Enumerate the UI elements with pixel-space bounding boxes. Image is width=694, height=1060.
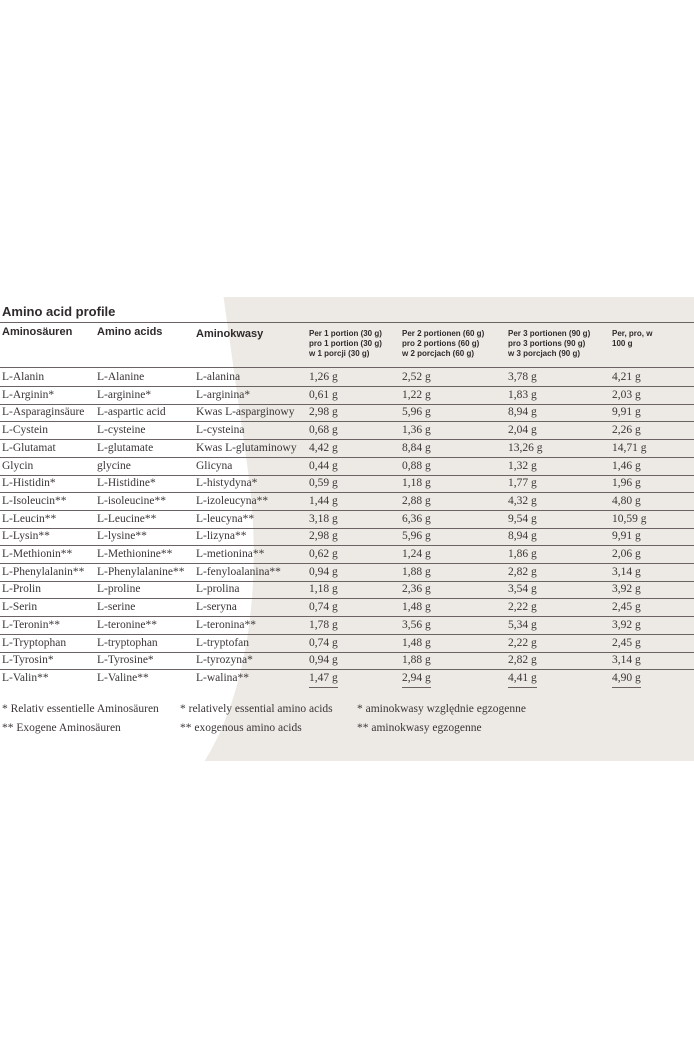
header-per-2-line1: Per 2 portionen (60 g) [402, 329, 485, 338]
footnote-pl-1: * aminokwasy względnie egzogenne [357, 703, 526, 715]
cell-per-1 [309, 423, 338, 440]
cell-en [97, 423, 146, 438]
table-row [0, 653, 694, 671]
cell-per-100g [612, 565, 641, 582]
cell-pl [196, 441, 297, 456]
cell-en-value: L-Alanine [97, 371, 145, 383]
cell-pl-value: L-leucyna** [196, 512, 255, 525]
cell-en [97, 476, 156, 491]
cell-per-100g [612, 423, 641, 440]
table-row [0, 547, 694, 565]
cell-en-value: L-proline [97, 583, 141, 596]
cell-en-value: glycine [97, 459, 131, 472]
cell-en [97, 388, 151, 403]
header-de: Aminosäuren [2, 326, 73, 338]
cell-de-value: Glycin [2, 459, 34, 472]
cell-per-1-value: 1,47 g [309, 671, 338, 688]
cell-de [2, 405, 84, 420]
cell-per-2-value: 1,18 g [402, 476, 431, 493]
cell-per-3 [508, 582, 537, 599]
cell-per-100g [612, 441, 647, 458]
cell-per-100g-value: 10,59 g [612, 512, 647, 529]
cell-per-1 [309, 636, 338, 653]
header-per-3-line2: pro 3 portions (90 g) [508, 339, 586, 348]
cell-pl [196, 636, 249, 651]
cell-per-3-value: 2,04 g [508, 423, 537, 440]
cell-en-value: L-cysteine [97, 424, 146, 437]
cell-per-2-value: 1,88 g [402, 653, 431, 670]
cell-pl [196, 459, 232, 474]
table-row [0, 618, 694, 636]
table-row [0, 600, 694, 618]
cell-per-100g-value: 2,06 g [612, 547, 641, 564]
cell-per-1-value: 0,61 g [309, 388, 338, 405]
cell-per-1 [309, 582, 338, 599]
table-row [0, 529, 694, 547]
cell-de-value: L-Tryptophan [2, 636, 67, 649]
cell-de-value: L-Asparaginsäure [2, 406, 85, 419]
cell-per-100g-value: 3,92 g [612, 618, 641, 635]
cell-de [2, 547, 72, 562]
cell-per-1-value: 0,94 g [309, 565, 338, 582]
cell-per-3-value: 5,34 g [508, 618, 537, 635]
cell-per-3 [508, 441, 543, 458]
cell-per-1 [309, 653, 338, 670]
cell-de [2, 370, 44, 385]
table-row [0, 565, 694, 583]
cell-pl [196, 565, 281, 580]
cell-per-3-value: 3,78 g [508, 370, 537, 387]
cell-pl-value: L-cysteina [196, 424, 245, 437]
cell-per-1-value: 1,18 g [309, 582, 338, 599]
header-per-1-portion [309, 329, 382, 359]
cell-per-2 [402, 636, 431, 653]
cell-per-2 [402, 618, 431, 635]
header-per-2-line2: pro 2 portions (60 g) [402, 339, 480, 348]
amino-acid-panel [0, 297, 694, 761]
cell-per-100g [612, 618, 641, 635]
table-row [0, 476, 694, 494]
cell-en-value: L-Valine** [97, 671, 149, 684]
cell-en [97, 494, 166, 509]
cell-per-2-value: 1,36 g [402, 423, 431, 440]
cell-per-100g-value: 4,90 g [612, 671, 641, 688]
cell-pl-value: L-teronina** [196, 618, 257, 631]
cell-en-value: L-lysine** [97, 530, 147, 543]
cell-per-2-value: 2,52 g [402, 370, 431, 387]
cell-de-value: L-Leucin** [2, 512, 57, 525]
header-per-3-portions [508, 329, 590, 359]
table-row [0, 423, 694, 441]
cell-per-2-value: 8,84 g [402, 441, 431, 458]
cell-en [97, 441, 153, 456]
cell-pl [196, 512, 254, 527]
cell-per-3 [508, 370, 537, 387]
cell-per-2-value: 1,48 g [402, 636, 431, 653]
cell-per-1 [309, 494, 338, 511]
cell-per-3 [508, 671, 537, 688]
cell-de [2, 476, 56, 491]
cell-per-100g-value: 1,96 g [612, 476, 641, 493]
cell-per-3 [508, 405, 537, 422]
cell-per-100g [612, 653, 641, 670]
cell-de [2, 441, 56, 456]
cell-per-100g [612, 459, 641, 476]
cell-pl [196, 494, 268, 509]
cell-per-1 [309, 441, 338, 458]
cell-per-3-value: 4,41 g [508, 671, 537, 688]
cell-per-3 [508, 494, 537, 511]
cell-per-100g-value: 2,26 g [612, 423, 641, 440]
cell-de [2, 653, 54, 668]
cell-per-2 [402, 388, 431, 405]
cell-per-100g-value: 9,91 g [612, 529, 641, 546]
table-row [0, 512, 694, 530]
header-per-3-line3: w 3 porcjach (90 g) [508, 349, 581, 358]
cell-en-value: L-Tyrosine* [97, 654, 154, 667]
cell-per-100g-value: 9,91 g [612, 405, 641, 422]
cell-per-3-value: 9,54 g [508, 512, 537, 529]
header-per-100g-line1: Per, pro, w [612, 329, 653, 338]
header-per-2-line3: w 2 porcjach (60 g) [402, 349, 475, 358]
cell-en [97, 529, 147, 544]
cell-en-value: L-arginine* [97, 388, 152, 401]
cell-per-1 [309, 459, 338, 476]
cell-en [97, 618, 157, 633]
cell-per-1-value: 0,94 g [309, 653, 338, 670]
cell-de-value: L-Histidin* [2, 477, 56, 490]
cell-pl [196, 582, 239, 597]
cell-de [2, 459, 33, 474]
cell-de-value: L-Isoleucin** [2, 494, 67, 507]
cell-en [97, 405, 166, 420]
cell-en [97, 636, 158, 651]
header-per-1-line2: pro 1 portion (30 g) [309, 339, 382, 348]
cell-per-100g-value: 4,80 g [612, 494, 641, 511]
header-per-1-line3: w 1 porcji (30 g) [309, 349, 370, 358]
footnote-pl-2: ** aminokwasy egzogenne [357, 722, 482, 734]
header-per-1-line1: Per 1 portion (30 g) [309, 329, 382, 338]
cell-en-value: L-glutamate [97, 441, 154, 454]
cell-per-3-value: 1,86 g [508, 547, 537, 564]
cell-pl-value: Kwas L-glutaminowy [196, 441, 297, 454]
cell-per-2 [402, 476, 431, 493]
cell-per-100g-value: 14,71 g [612, 441, 647, 458]
cell-per-3 [508, 476, 537, 493]
cell-per-2 [402, 512, 431, 529]
cell-pl-value: L-prolina [196, 583, 240, 596]
cell-per-3 [508, 529, 537, 546]
cell-per-2 [402, 547, 431, 564]
cell-de [2, 671, 49, 686]
cell-de [2, 618, 60, 633]
table-row [0, 459, 694, 477]
cell-pl-value: L-fenyloalanina** [196, 565, 281, 578]
cell-per-100g-value: 2,03 g [612, 388, 641, 405]
cell-pl-value: L-lizyna** [196, 530, 247, 543]
cell-per-1-value: 2,98 g [309, 405, 338, 422]
cell-per-3 [508, 600, 537, 617]
cell-en [97, 547, 172, 562]
cell-per-2 [402, 405, 431, 422]
cell-per-2 [402, 494, 431, 511]
cell-per-2-value: 1,22 g [402, 388, 431, 405]
cell-de-value: L-Cystein [2, 424, 48, 437]
cell-en [97, 512, 156, 527]
cell-pl [196, 388, 250, 403]
cell-per-2 [402, 653, 431, 670]
cell-en-value: L-isoleucine** [97, 494, 166, 507]
header-en: Amino acids [97, 326, 163, 338]
cell-pl-value: L-tyrozyna* [196, 654, 253, 667]
cell-de-value: L-Arginin* [2, 388, 55, 401]
cell-pl-value: L-seryna [196, 601, 237, 614]
cell-de [2, 565, 84, 580]
cell-per-100g [612, 388, 641, 405]
cell-per-100g [612, 370, 641, 387]
cell-pl-value: L-tryptofan [196, 636, 250, 649]
cell-per-100g-value: 3,14 g [612, 565, 641, 582]
cell-per-100g [612, 405, 641, 422]
footnote-en-2: ** exogenous amino acids [180, 722, 302, 734]
cell-en-value: L-teronine** [97, 618, 158, 631]
cell-per-2-value: 2,94 g [402, 671, 431, 688]
cell-en [97, 600, 135, 615]
cell-de-value: L-Glutamat [2, 441, 56, 454]
cell-per-100g-value: 3,14 g [612, 653, 641, 670]
cell-per-100g [612, 494, 641, 511]
cell-de [2, 600, 37, 615]
cell-en [97, 370, 144, 385]
cell-per-3-value: 8,94 g [508, 529, 537, 546]
cell-per-3-value: 1,83 g [508, 388, 537, 405]
cell-per-2 [402, 423, 431, 440]
cell-en-value: L-Methionine** [97, 548, 173, 560]
cell-per-2 [402, 671, 431, 688]
cell-de [2, 529, 50, 544]
cell-per-100g [612, 671, 641, 688]
footnote-de-1: * Relativ essentielle Aminosäuren [2, 703, 159, 715]
cell-de-value: L-Methionin** [2, 548, 73, 560]
amino-acid-table [0, 297, 694, 761]
cell-per-1 [309, 565, 338, 582]
cell-de-value: L-Tyrosin* [2, 654, 54, 667]
cell-per-100g [612, 636, 641, 653]
cell-per-3 [508, 512, 537, 529]
cell-per-1-value: 0,44 g [309, 459, 338, 476]
cell-pl [196, 671, 249, 686]
cell-per-3 [508, 565, 537, 582]
header-divider [0, 367, 694, 368]
cell-pl-value: L-arginina* [196, 388, 251, 401]
cell-de-value: L-Valin** [2, 671, 49, 684]
cell-pl [196, 529, 246, 544]
cell-en [97, 671, 149, 686]
cell-per-1 [309, 547, 338, 564]
footnote-de-2: ** Exogene Aminosäuren [2, 722, 121, 734]
cell-pl-value: L-izoleucyna** [196, 494, 269, 507]
cell-de-value: L-Lysin** [2, 530, 50, 543]
table-row [0, 405, 694, 423]
cell-per-2-value: 5,96 g [402, 405, 431, 422]
cell-pl-value: L-alanina [196, 371, 241, 383]
cell-per-2 [402, 565, 431, 582]
cell-de-value: L-Teronin** [2, 618, 60, 631]
cell-per-100g [612, 582, 641, 599]
cell-per-100g [612, 476, 641, 493]
cell-pl [196, 405, 294, 420]
cell-pl [196, 618, 256, 633]
cell-en [97, 582, 140, 597]
cell-per-2 [402, 529, 431, 546]
cell-per-1-value: 4,42 g [309, 441, 338, 458]
cell-per-3 [508, 547, 537, 564]
cell-per-1-value: 0,59 g [309, 476, 338, 493]
cell-de-value: L-Alanin [2, 371, 45, 383]
cell-en-value: L-aspartic acid [97, 406, 166, 419]
cell-de-value: L-Prolin [2, 583, 41, 596]
table-row [0, 388, 694, 406]
cell-de [2, 423, 48, 438]
cell-de [2, 582, 41, 597]
footnote-en-1: * relatively essential amino acids [180, 703, 333, 715]
cell-per-3-value: 2,82 g [508, 653, 537, 670]
cell-pl [196, 547, 264, 562]
header-per-100g-line2: 100 g [612, 339, 633, 348]
cell-per-3-value: 2,22 g [508, 636, 537, 653]
cell-per-2-value: 2,88 g [402, 494, 431, 511]
table-row [0, 582, 694, 600]
cell-per-3-value: 2,22 g [508, 600, 537, 617]
cell-per-3 [508, 618, 537, 635]
cell-per-1 [309, 388, 338, 405]
cell-per-3-value: 4,32 g [508, 494, 537, 511]
cell-pl-value: Kwas L-asparginowy [196, 406, 295, 419]
cell-per-2-value: 3,56 g [402, 618, 431, 635]
header-pl: Aminokwasy [196, 328, 264, 340]
cell-per-100g [612, 600, 641, 617]
cell-per-1-value: 3,18 g [309, 512, 338, 529]
cell-per-2-value: 5,96 g [402, 529, 431, 546]
cell-per-3-value: 3,54 g [508, 582, 537, 599]
cell-en [97, 459, 131, 474]
cell-per-1-value: 1,78 g [309, 618, 338, 635]
cell-per-100g-value: 3,92 g [612, 582, 641, 599]
cell-de [2, 512, 56, 527]
cell-en-value: L-Leucine** [97, 512, 157, 525]
cell-per-1-value: 1,44 g [309, 494, 338, 511]
cell-per-3 [508, 423, 537, 440]
cell-per-1-value: 2,98 g [309, 529, 338, 546]
table-row [0, 671, 694, 689]
cell-pl-value: L-walina** [196, 671, 250, 684]
table-row [0, 636, 694, 654]
cell-per-1 [309, 618, 338, 635]
cell-per-1 [309, 370, 338, 387]
cell-de-value: L-Serin [2, 601, 38, 614]
cell-per-1 [309, 512, 338, 529]
cell-per-2 [402, 600, 431, 617]
cell-per-1-value: 0,74 g [309, 636, 338, 653]
cell-per-100g-value: 1,46 g [612, 459, 641, 476]
cell-pl [196, 476, 257, 491]
cell-pl [196, 600, 237, 615]
cell-per-100g-value: 2,45 g [612, 600, 641, 617]
cell-per-3 [508, 459, 537, 476]
cell-en-value: L-Histidine* [97, 477, 156, 490]
table-title: Amino acid profile [2, 304, 116, 319]
cell-pl-value: L-histydyna* [196, 477, 258, 490]
cell-pl [196, 653, 253, 668]
cell-per-2-value: 0,88 g [402, 459, 431, 476]
cell-per-1 [309, 529, 338, 546]
cell-per-3-value: 13,26 g [508, 441, 543, 458]
cell-per-1 [309, 476, 338, 493]
cell-per-3-value: 2,82 g [508, 565, 537, 582]
cell-pl-value: L-metionina** [196, 548, 265, 560]
cell-per-1 [309, 671, 338, 688]
cell-per-1 [309, 405, 338, 422]
cell-per-2-value: 1,88 g [402, 565, 431, 582]
cell-per-100g-value: 2,45 g [612, 636, 641, 653]
cell-per-1-value: 0,68 g [309, 423, 338, 440]
cell-per-100g [612, 529, 641, 546]
cell-en-value: L-serine [97, 601, 136, 614]
cell-per-2 [402, 441, 431, 458]
cell-en [97, 565, 185, 580]
cell-de [2, 388, 54, 403]
cell-de [2, 636, 66, 651]
cell-per-2-value: 2,36 g [402, 582, 431, 599]
cell-per-3-value: 1,77 g [508, 476, 537, 493]
cell-per-1-value: 0,62 g [309, 547, 338, 564]
cell-per-2 [402, 459, 431, 476]
cell-per-2-value: 1,24 g [402, 547, 431, 564]
cell-per-100g [612, 512, 647, 529]
cell-per-2 [402, 370, 431, 387]
cell-per-2-value: 1,48 g [402, 600, 431, 617]
cell-per-100g [612, 547, 641, 564]
cell-per-3 [508, 636, 537, 653]
cell-per-3-value: 1,32 g [508, 459, 537, 476]
cell-pl-value: Glicyna [196, 459, 233, 472]
cell-per-3-value: 8,94 g [508, 405, 537, 422]
cell-per-100g-value: 4,21 g [612, 370, 641, 387]
cell-per-1 [309, 600, 338, 617]
cell-de [2, 494, 67, 509]
header-per-100g [612, 329, 652, 349]
table-row [0, 441, 694, 459]
cell-en [97, 653, 154, 668]
cell-per-1-value: 1,26 g [309, 370, 338, 387]
cell-pl [196, 370, 240, 385]
cell-en-value: L-tryptophan [97, 636, 158, 649]
cell-per-2-value: 6,36 g [402, 512, 431, 529]
cell-per-1-value: 0,74 g [309, 600, 338, 617]
table-row [0, 370, 694, 388]
header-per-2-portions [402, 329, 484, 359]
cell-per-2 [402, 582, 431, 599]
cell-per-3 [508, 388, 537, 405]
cell-en-value: L-Phenylalanine** [97, 565, 185, 578]
table-row [0, 494, 694, 512]
cell-pl [196, 423, 245, 438]
title-divider [0, 322, 694, 323]
cell-de-value: L-Phenylalanin** [2, 565, 85, 578]
cell-per-3 [508, 653, 537, 670]
header-per-3-line1: Per 3 portionen (90 g) [508, 329, 591, 338]
